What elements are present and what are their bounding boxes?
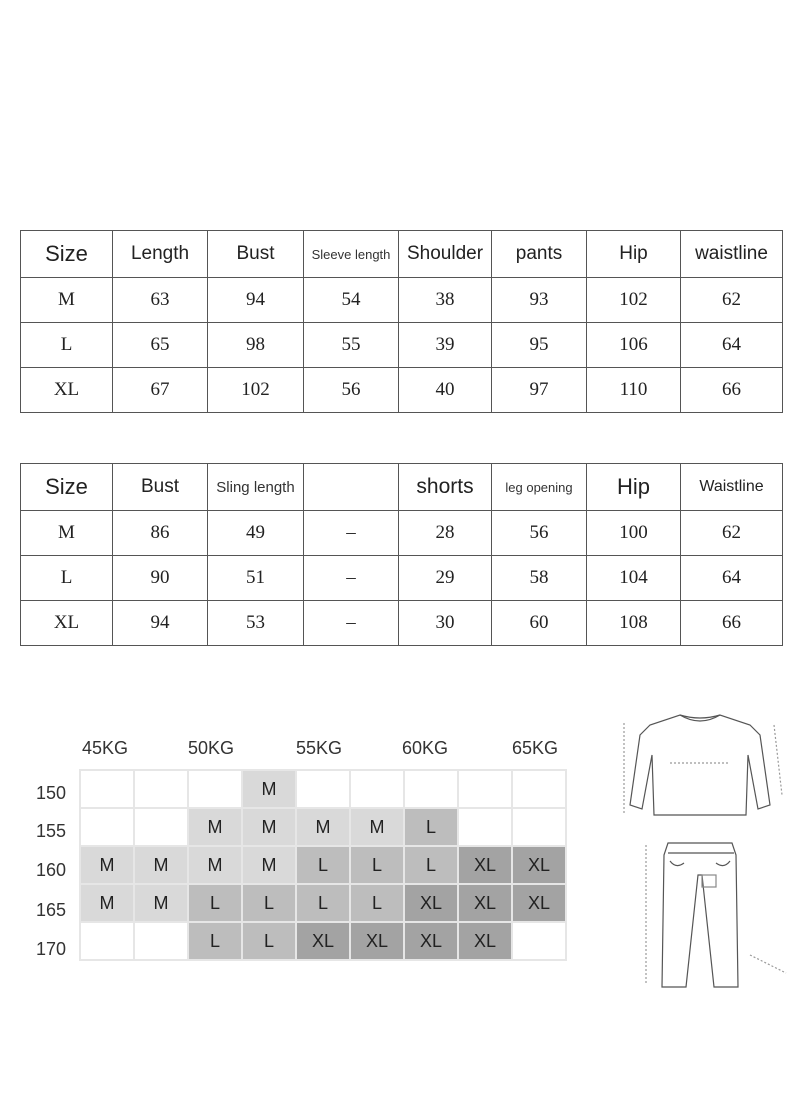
grid-cell: XL bbox=[404, 884, 458, 922]
table-cell: 98 bbox=[208, 323, 304, 368]
grid-cell bbox=[80, 770, 134, 808]
table-cell: 58 bbox=[492, 556, 587, 601]
long-sleeve-top-icon bbox=[624, 715, 782, 815]
grid-cell: M bbox=[242, 808, 296, 846]
header-cell: Hip bbox=[587, 231, 681, 278]
grid-cell: M bbox=[80, 884, 134, 922]
table-cell: 39 bbox=[399, 323, 492, 368]
grid-cell: XL bbox=[350, 922, 404, 960]
grid-cell: M bbox=[350, 808, 404, 846]
garment-diagram bbox=[610, 705, 790, 1005]
table-cell: 93 bbox=[492, 278, 587, 323]
table-cell: 106 bbox=[587, 323, 681, 368]
weight-label: 50KG bbox=[188, 738, 235, 758]
table-cell: 29 bbox=[399, 556, 492, 601]
grid-cell: XL bbox=[512, 846, 566, 884]
grid-cell bbox=[80, 922, 134, 960]
header-cell: Length bbox=[113, 231, 208, 278]
size-cell: L bbox=[21, 323, 113, 368]
grid-row bbox=[80, 770, 566, 808]
table-cell: 65 bbox=[113, 323, 208, 368]
header-cell: leg opening bbox=[492, 464, 587, 511]
table-cell: 51 bbox=[208, 556, 304, 601]
grid-cell: L bbox=[188, 884, 242, 922]
grid-cell bbox=[458, 808, 512, 846]
height-label: 150 bbox=[36, 783, 67, 803]
header-cell: Bust bbox=[208, 231, 304, 278]
table-cell: – bbox=[304, 601, 399, 646]
header-cell: Shoulder bbox=[399, 231, 492, 278]
table-row bbox=[21, 601, 783, 646]
table-header-row bbox=[21, 464, 783, 511]
grid-cell bbox=[134, 808, 188, 846]
header-cell: Size bbox=[21, 231, 113, 278]
height-label: 165 bbox=[36, 900, 67, 920]
size-table-1 bbox=[20, 230, 783, 413]
table-row bbox=[21, 323, 783, 368]
grid-cell bbox=[512, 770, 566, 808]
size-cell: XL bbox=[21, 368, 113, 413]
table-cell: 102 bbox=[587, 278, 681, 323]
header-cell bbox=[304, 464, 399, 511]
table-cell: – bbox=[304, 556, 399, 601]
table-cell: 110 bbox=[587, 368, 681, 413]
table-cell: 90 bbox=[113, 556, 208, 601]
table-cell: 56 bbox=[304, 368, 399, 413]
height-label: 155 bbox=[36, 821, 67, 841]
header-cell: Hip bbox=[587, 464, 681, 511]
weight-label: 55KG bbox=[296, 738, 343, 758]
table-cell: 97 bbox=[492, 368, 587, 413]
header-cell: Sling length bbox=[208, 464, 304, 511]
weight-label: 65KG bbox=[512, 738, 559, 758]
table-cell: 104 bbox=[587, 556, 681, 601]
grid-cell: L bbox=[242, 884, 296, 922]
grid-cell bbox=[404, 770, 458, 808]
grid-cell: XL bbox=[458, 884, 512, 922]
grid-cell bbox=[134, 770, 188, 808]
grid-cell bbox=[458, 770, 512, 808]
weight-label: 60KG bbox=[402, 738, 449, 758]
table-header-row bbox=[21, 231, 783, 278]
height-label: 170 bbox=[36, 939, 67, 959]
table-cell: 62 bbox=[681, 278, 783, 323]
table-cell: 66 bbox=[681, 368, 783, 413]
table-cell: 108 bbox=[587, 601, 681, 646]
weight-label: 45KG bbox=[82, 738, 129, 758]
header-cell: Size bbox=[21, 464, 113, 511]
grid-cell: XL bbox=[512, 884, 566, 922]
header-cell: shorts bbox=[399, 464, 492, 511]
table-cell: – bbox=[304, 511, 399, 556]
header-cell: Sleeve length bbox=[304, 231, 399, 278]
header-cell: Bust bbox=[113, 464, 208, 511]
table-cell: 56 bbox=[492, 511, 587, 556]
grid-cell: M bbox=[134, 846, 188, 884]
grid-row bbox=[80, 922, 566, 960]
table-cell: 94 bbox=[113, 601, 208, 646]
long-pants-icon bbox=[646, 843, 786, 987]
table-row bbox=[21, 556, 783, 601]
table-cell: 38 bbox=[399, 278, 492, 323]
grid-cell: L bbox=[404, 846, 458, 884]
size-cell: M bbox=[21, 278, 113, 323]
table-row bbox=[21, 278, 783, 323]
grid-cell bbox=[350, 770, 404, 808]
size-cell: XL bbox=[21, 601, 113, 646]
grid-cell: M bbox=[242, 770, 296, 808]
table-cell: 86 bbox=[113, 511, 208, 556]
table-cell: 54 bbox=[304, 278, 399, 323]
grid-row bbox=[80, 808, 566, 846]
table-row bbox=[21, 368, 783, 413]
table-cell: 55 bbox=[304, 323, 399, 368]
grid-cell: M bbox=[296, 808, 350, 846]
table-cell: 62 bbox=[681, 511, 783, 556]
table-cell: 63 bbox=[113, 278, 208, 323]
table-cell: 64 bbox=[681, 323, 783, 368]
grid-cell bbox=[512, 922, 566, 960]
grid-cell bbox=[134, 922, 188, 960]
size-cell: M bbox=[21, 511, 113, 556]
grid-row bbox=[80, 884, 566, 922]
header-cell: Waistline bbox=[681, 464, 783, 511]
grid-cell bbox=[512, 808, 566, 846]
grid-cell: M bbox=[134, 884, 188, 922]
header-cell: waistline bbox=[681, 231, 783, 278]
grid-cell: M bbox=[188, 846, 242, 884]
grid-cell: L bbox=[404, 808, 458, 846]
table-cell: 40 bbox=[399, 368, 492, 413]
grid-row bbox=[80, 846, 566, 884]
grid-cell: XL bbox=[296, 922, 350, 960]
grid-cell: L bbox=[242, 922, 296, 960]
grid-cell bbox=[188, 770, 242, 808]
grid-cell: M bbox=[80, 846, 134, 884]
table-cell: 49 bbox=[208, 511, 304, 556]
grid-cell: L bbox=[350, 846, 404, 884]
grid-cell: L bbox=[296, 884, 350, 922]
table-cell: 30 bbox=[399, 601, 492, 646]
table-cell: 60 bbox=[492, 601, 587, 646]
header-cell: pants bbox=[492, 231, 587, 278]
grid-cell: XL bbox=[404, 922, 458, 960]
table-cell: 53 bbox=[208, 601, 304, 646]
grid-cell: M bbox=[188, 808, 242, 846]
grid-cell bbox=[80, 808, 134, 846]
grid-cell: M bbox=[242, 846, 296, 884]
grid-cell bbox=[296, 770, 350, 808]
grid-cell: L bbox=[188, 922, 242, 960]
table-row bbox=[21, 511, 783, 556]
size-cell: L bbox=[21, 556, 113, 601]
size-table-2 bbox=[20, 463, 783, 646]
grid-cell: L bbox=[296, 846, 350, 884]
table-cell: 64 bbox=[681, 556, 783, 601]
table-cell: 102 bbox=[208, 368, 304, 413]
table-cell: 95 bbox=[492, 323, 587, 368]
table-cell: 94 bbox=[208, 278, 304, 323]
table-cell: 100 bbox=[587, 511, 681, 556]
table-cell: 28 bbox=[399, 511, 492, 556]
grid-cell: L bbox=[350, 884, 404, 922]
table-cell: 67 bbox=[113, 368, 208, 413]
table-cell: 66 bbox=[681, 601, 783, 646]
grid-cell: XL bbox=[458, 922, 512, 960]
height-label: 160 bbox=[36, 860, 67, 880]
grid-cell: XL bbox=[458, 846, 512, 884]
weight-height-size-grid bbox=[79, 769, 567, 961]
